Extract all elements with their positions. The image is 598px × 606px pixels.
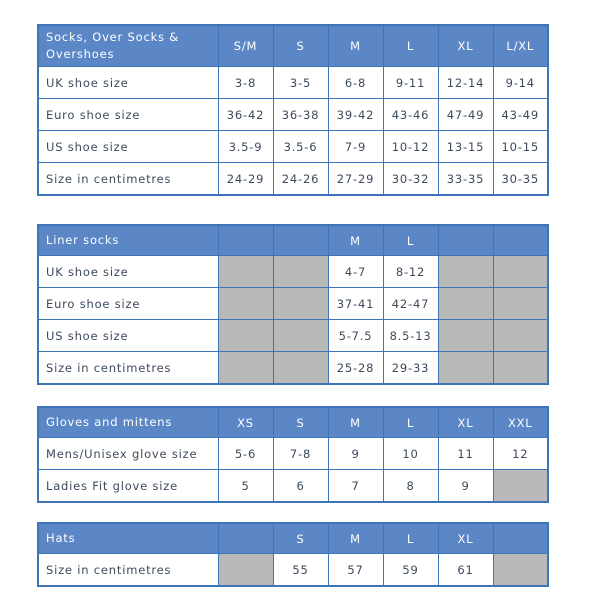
size-cell: 36-38 — [273, 99, 328, 131]
size-cell: 30-32 — [383, 163, 438, 196]
unavailable-cell — [438, 288, 493, 320]
size-cell: 9-11 — [383, 67, 438, 99]
table-title: Hats — [38, 523, 218, 554]
unavailable-cell — [493, 256, 548, 288]
unavailable-cell — [218, 554, 273, 587]
table-header-row — [38, 407, 548, 438]
row-label: UK shoe size — [38, 67, 218, 99]
size-cell: 10-15 — [493, 131, 548, 163]
size-cell: 25-28 — [328, 352, 383, 385]
table-row — [38, 438, 548, 470]
size-cell: 12-14 — [438, 67, 493, 99]
size-header — [493, 225, 548, 256]
size-cell: 5-7.5 — [328, 320, 383, 352]
size-cell: 4-7 — [328, 256, 383, 288]
unavailable-cell — [493, 554, 548, 587]
size-cell: 13-15 — [438, 131, 493, 163]
size-header: M — [328, 407, 383, 438]
size-cell: 9 — [328, 438, 383, 470]
unavailable-cell — [438, 256, 493, 288]
size-cell: 3-5 — [273, 67, 328, 99]
size-cell: 5-6 — [218, 438, 273, 470]
size-cell: 8-12 — [383, 256, 438, 288]
size-cell: 57 — [328, 554, 383, 587]
size-header: S — [273, 523, 328, 554]
size-header: XL — [438, 25, 493, 67]
size-header: L — [383, 225, 438, 256]
size-cell: 6-8 — [328, 67, 383, 99]
table-row — [38, 554, 548, 587]
size-cell: 7-8 — [273, 438, 328, 470]
size-cell: 61 — [438, 554, 493, 587]
table-row — [38, 352, 548, 385]
size-cell: 24-26 — [273, 163, 328, 196]
size-header — [218, 523, 273, 554]
size-cell: 39-42 — [328, 99, 383, 131]
unavailable-cell — [273, 256, 328, 288]
size-cell: 33-35 — [438, 163, 493, 196]
unavailable-cell — [493, 352, 548, 385]
size-cell: 7 — [328, 470, 383, 503]
size-header — [273, 225, 328, 256]
liner-socks-size-table — [37, 224, 549, 385]
size-cell: 8 — [383, 470, 438, 503]
unavailable-cell — [493, 320, 548, 352]
size-cell: 43-46 — [383, 99, 438, 131]
unavailable-cell — [218, 288, 273, 320]
row-label: Size in centimetres — [38, 163, 218, 196]
table-title: Gloves and mittens — [38, 407, 218, 438]
size-header: XS — [218, 407, 273, 438]
unavailable-cell — [493, 288, 548, 320]
unavailable-cell — [218, 352, 273, 385]
size-cell: 59 — [383, 554, 438, 587]
row-label: US shoe size — [38, 320, 218, 352]
size-cell: 42-47 — [383, 288, 438, 320]
size-cell: 6 — [273, 470, 328, 503]
table-row — [38, 131, 548, 163]
unavailable-cell — [218, 256, 273, 288]
row-label: Euro shoe size — [38, 288, 218, 320]
table-title: Liner socks — [38, 225, 218, 256]
size-cell: 9-14 — [493, 67, 548, 99]
size-cell: 47-49 — [438, 99, 493, 131]
size-cell: 3.5-6 — [273, 131, 328, 163]
row-label: Mens/Unisex glove size — [38, 438, 218, 470]
socks-size-table — [37, 24, 549, 196]
row-label: Size in centimetres — [38, 554, 218, 587]
size-header: M — [328, 523, 383, 554]
size-cell: 5 — [218, 470, 273, 503]
size-header: L — [383, 523, 438, 554]
size-cell: 7-9 — [328, 131, 383, 163]
size-cell: 36-42 — [218, 99, 273, 131]
row-label: UK shoe size — [38, 256, 218, 288]
row-label: US shoe size — [38, 131, 218, 163]
size-header: L/XL — [493, 25, 548, 67]
size-header: M — [328, 225, 383, 256]
size-cell: 29-33 — [383, 352, 438, 385]
size-cell: 10-12 — [383, 131, 438, 163]
table-row — [38, 163, 548, 196]
table-row — [38, 288, 548, 320]
size-cell: 11 — [438, 438, 493, 470]
row-label: Size in centimetres — [38, 352, 218, 385]
gloves-size-table — [37, 406, 549, 503]
row-label: Ladies Fit glove size — [38, 470, 218, 503]
table-header-row — [38, 523, 548, 554]
table-header-row — [38, 25, 548, 67]
hats-size-table — [37, 522, 549, 587]
table-header-row — [38, 225, 548, 256]
size-cell: 3.5-9 — [218, 131, 273, 163]
size-cell: 9 — [438, 470, 493, 503]
size-cell: 43-49 — [493, 99, 548, 131]
size-cell: 3-8 — [218, 67, 273, 99]
size-header: M — [328, 25, 383, 67]
table-row — [38, 99, 548, 131]
table-title: Socks, Over Socks & Overshoes — [38, 25, 218, 67]
size-cell: 12 — [493, 438, 548, 470]
row-label: Euro shoe size — [38, 99, 218, 131]
size-cell: 8.5-13 — [383, 320, 438, 352]
size-header: L — [383, 25, 438, 67]
size-cell: 37-41 — [328, 288, 383, 320]
unavailable-cell — [218, 320, 273, 352]
unavailable-cell — [438, 320, 493, 352]
size-cell: 10 — [383, 438, 438, 470]
size-header: S — [273, 407, 328, 438]
table-row — [38, 470, 548, 503]
size-cell: 30-35 — [493, 163, 548, 196]
size-header: L — [383, 407, 438, 438]
table-row — [38, 256, 548, 288]
unavailable-cell — [273, 288, 328, 320]
unavailable-cell — [438, 352, 493, 385]
size-cell: 55 — [273, 554, 328, 587]
size-header — [218, 225, 273, 256]
size-header: S/M — [218, 25, 273, 67]
size-cell: 24-29 — [218, 163, 273, 196]
unavailable-cell — [273, 320, 328, 352]
table-row — [38, 320, 548, 352]
size-header — [493, 523, 548, 554]
size-header: XL — [438, 523, 493, 554]
unavailable-cell — [273, 352, 328, 385]
size-cell: 27-29 — [328, 163, 383, 196]
unavailable-cell — [493, 470, 548, 503]
table-row — [38, 67, 548, 99]
size-header — [438, 225, 493, 256]
size-header: XL — [438, 407, 493, 438]
size-header: S — [273, 25, 328, 67]
size-header: XXL — [493, 407, 548, 438]
